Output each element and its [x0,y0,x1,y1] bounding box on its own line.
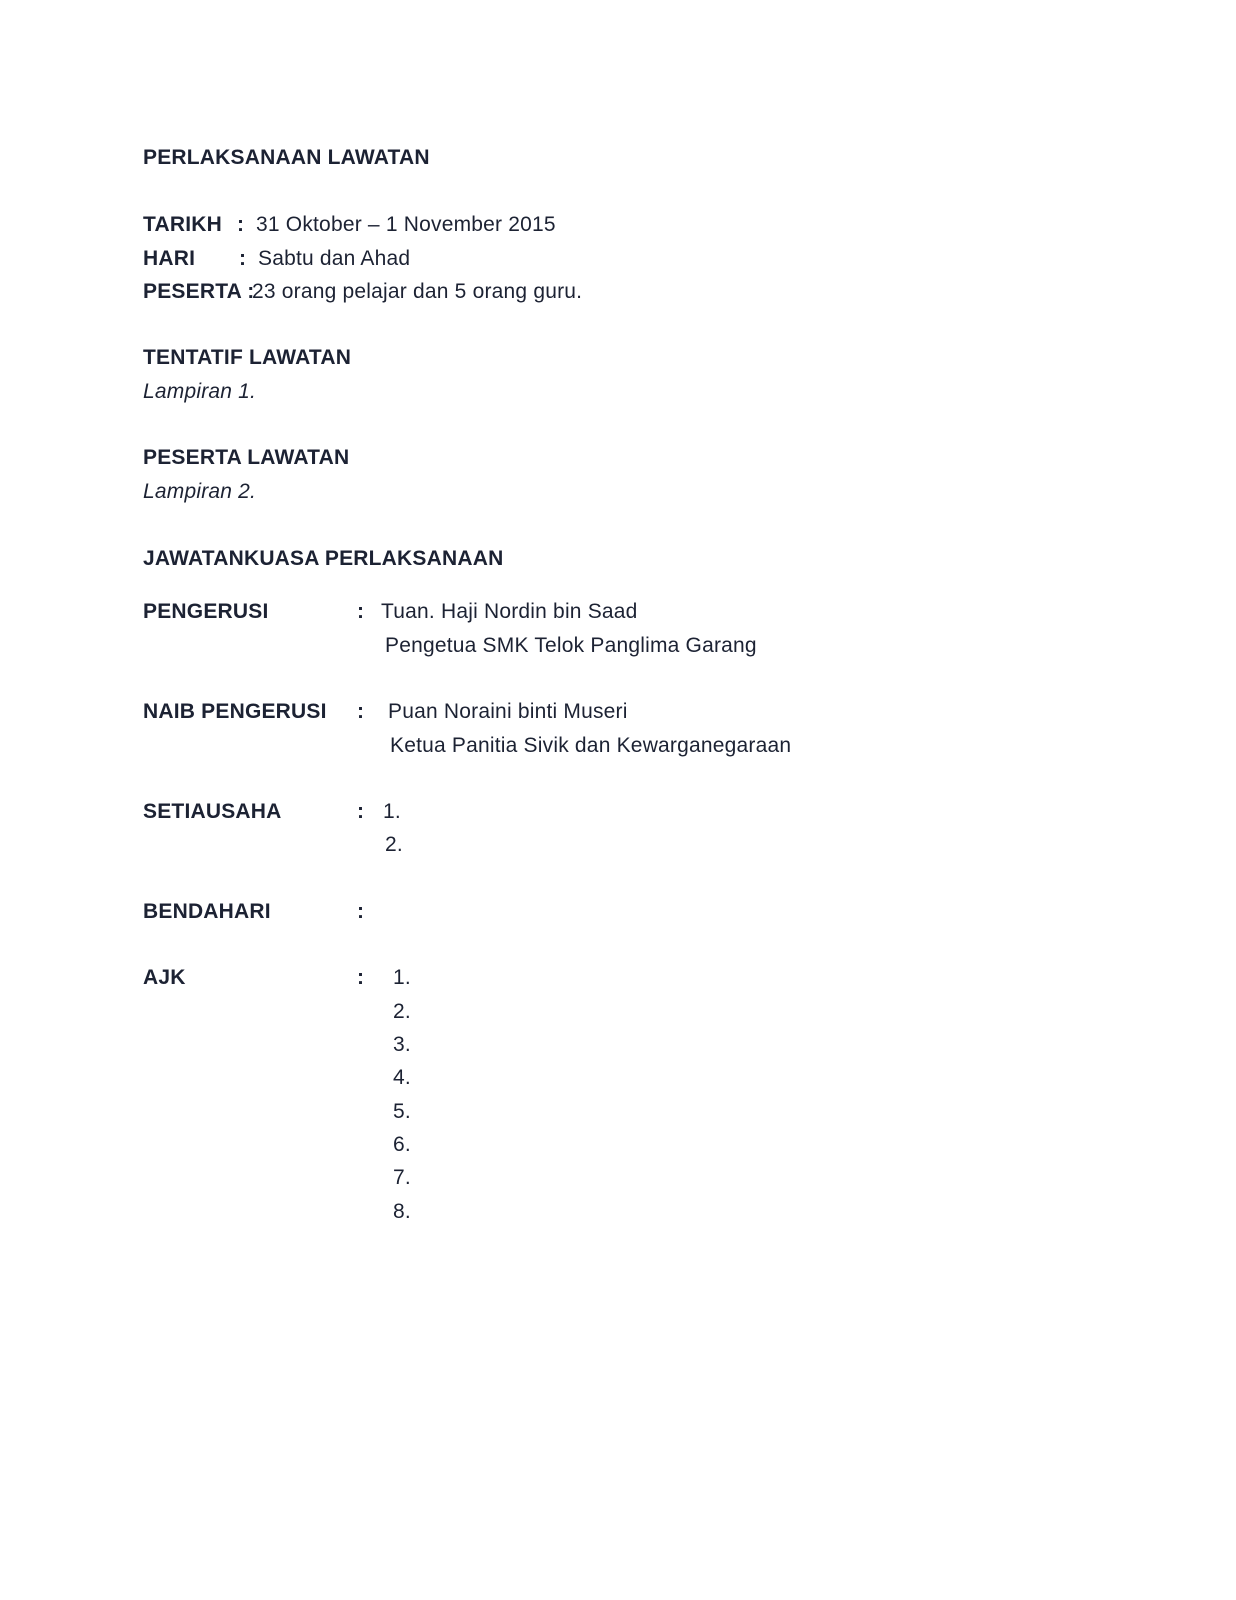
peserta-ref: Lampiran 2. [143,480,257,503]
hari-colon: : [239,247,247,270]
pengerusi-label: PENGERUSI [143,600,269,623]
ajk-label: AJK [143,966,186,989]
tarikh-colon: : [237,213,245,236]
ajk-item: 3. [393,1033,411,1056]
setiausaha-item: 1. [383,800,401,823]
peserta-label: PESERTA : [143,280,255,303]
naib-pengerusi-title: Ketua Panitia Sivik dan Kewarganegaraan [390,734,792,757]
hari-value: Sabtu dan Ahad [258,247,411,270]
ajk-item: 1. [393,966,411,989]
setiausaha-colon: : [357,800,365,823]
ajk-item: 2. [393,1000,411,1023]
section-heading-perlaksanaan: PERLAKSANAAN LAWATAN [143,146,430,169]
bendahari-label: BENDAHARI [143,900,271,923]
peserta-value: 23 orang pelajar dan 5 orang guru. [252,280,583,303]
setiausaha-item: 2. [385,833,403,856]
section-heading-peserta: PESERTA LAWATAN [143,446,350,469]
tentatif-ref: Lampiran 1. [143,380,257,403]
tarikh-label: TARIKH [143,213,222,236]
naib-pengerusi-label: NAIB PENGERUSI [143,700,327,723]
section-heading-jawatankuasa: JAWATANKUASA PERLAKSANAAN [143,547,504,570]
setiausaha-label: SETIAUSAHA [143,800,282,823]
ajk-item: 7. [393,1166,411,1189]
hari-label: HARI [143,247,196,270]
section-heading-tentatif: TENTATIF LAWATAN [143,346,352,369]
pengerusi-name: Tuan. Haji Nordin bin Saad [381,600,638,623]
naib-pengerusi-name: Puan Noraini binti Museri [388,700,628,723]
ajk-item: 4. [393,1066,411,1089]
ajk-item: 5. [393,1100,411,1123]
naib-pengerusi-colon: : [357,700,365,723]
ajk-item: 8. [393,1200,411,1223]
ajk-colon: : [357,966,365,989]
tarikh-value: 31 Oktober – 1 November 2015 [256,213,556,236]
pengerusi-colon: : [357,600,365,623]
ajk-item: 6. [393,1133,411,1156]
bendahari-colon: : [357,900,365,923]
pengerusi-title: Pengetua SMK Telok Panglima Garang [385,634,757,657]
